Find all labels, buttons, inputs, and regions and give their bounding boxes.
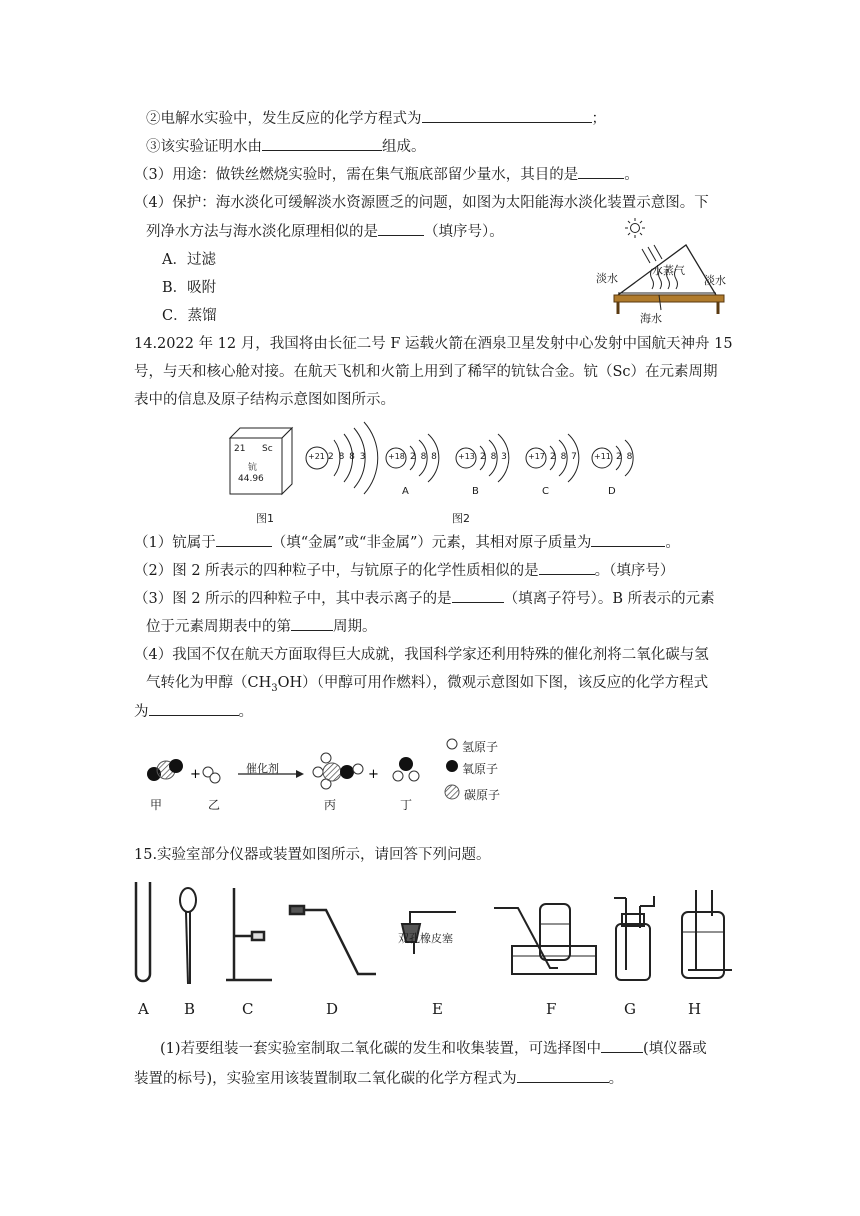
atom-legend-symbols xyxy=(444,736,464,806)
water-trough-icon xyxy=(494,904,596,974)
q14-part-4: （4）我国不仅在航天方面取得巨大成就，我国科学家还利用特殊的催化剂将二氧化碳与氢 xyxy=(134,647,709,663)
q15-part-1-line-2: 装置的标号)，实验室用该装置制取二氧化碳的化学方程式为 。 xyxy=(134,1068,623,1089)
seawater-label: 海水 xyxy=(640,312,662,325)
option-c: C．蒸馏 xyxy=(162,308,217,324)
q13-line-2: ②电解水实验中，发生反应的化学方程式为 ； xyxy=(146,108,606,129)
plus-sign: + xyxy=(190,767,201,782)
fresh-water-left-label: 淡水 xyxy=(596,272,618,285)
figure-1-caption: 图1 xyxy=(256,512,274,525)
q14-part-1: （1）钪属于 （填“金属”或“非金属”）元素，其相对原子质量为 。 xyxy=(134,532,680,553)
answer-blank[interactable] xyxy=(517,1068,609,1083)
apparatus-label-d: D xyxy=(326,1000,339,1018)
atomic-number: 21 xyxy=(234,444,246,454)
element-symbol: Sc xyxy=(262,444,273,454)
answer-blank[interactable] xyxy=(422,108,592,123)
answer-blank[interactable] xyxy=(601,1038,643,1053)
apparatus-label-h: H xyxy=(688,1000,702,1018)
fresh-water-right-label: 淡水 xyxy=(704,274,726,287)
particle-electrons: 2 8 7 xyxy=(550,452,578,462)
catalyst-label: 催化剂 xyxy=(246,762,279,775)
legend-carbon: 碳原子 xyxy=(464,788,501,802)
q13-part-3: （3）用途：做铁丝燃烧实验时，需在集气瓶底部留少量水，其目的是 。 xyxy=(134,164,639,185)
particle-label: D xyxy=(608,486,616,497)
apparatus-label-b: B xyxy=(184,1000,196,1018)
sunlight-arrows xyxy=(642,245,662,263)
particle-label: A xyxy=(402,486,409,497)
particle-nucleus: +11 xyxy=(594,452,611,461)
vapor-label: 水蒸气 xyxy=(652,264,685,277)
reactant-yi-label: 乙 xyxy=(208,798,221,812)
answer-blank[interactable] xyxy=(149,701,239,716)
stopper-label: 双孔橡皮塞 xyxy=(398,932,453,945)
answer-blank[interactable] xyxy=(452,588,504,603)
atomic-mass: 44.96 xyxy=(238,474,264,484)
answer-blank[interactable] xyxy=(378,221,424,236)
sc-electrons: 2 8 8 3 xyxy=(328,452,367,462)
q14-part-4-line-3: 为 。 xyxy=(134,701,253,722)
answer-blank[interactable] xyxy=(262,136,382,151)
gas-bottle-icon xyxy=(614,896,654,980)
apparatus-label-g: G xyxy=(624,1000,636,1018)
collection-bottle-icon xyxy=(682,890,732,978)
legend-oxygen: 氧原子 xyxy=(462,762,499,776)
answer-blank[interactable] xyxy=(578,164,624,179)
arrow-icon xyxy=(296,770,304,778)
sc-nucleus: +21 xyxy=(308,452,325,461)
plus-sign: + xyxy=(368,767,379,782)
q14-part-2: （2）图 2 所表示的四种粒子中，与钪原子的化学性质相似的是 。（填序号） xyxy=(134,560,674,581)
reactant-jia-label: 甲 xyxy=(150,798,163,812)
q14-intro-2: 号，与天和核心舱对接。在航天飞机和火箭上用到了稀罕的钪钛合金。钪（Sc）在元素周期 xyxy=(134,364,718,380)
q13-part-4: （4）保护：海水淡化可缓解淡水资源匮乏的问题，如图为太阳能海水淡化装置示意图。下 xyxy=(134,195,709,211)
product-bing-label: 丙 xyxy=(324,798,337,812)
q14-part-3: （3）图 2 所示的四种粒子中，其中表示离子的是 （填离子符号）。B 所表示的元素 xyxy=(134,588,715,609)
figure-2-caption: 图2 xyxy=(452,512,470,525)
option-b: B．吸附 xyxy=(162,280,217,296)
dropper-icon xyxy=(180,888,196,984)
q14-intro-1: 14.2022 年 12 月，我国将由长征二号 F 运载火箭在酒泉卫星发射中心发射中国航天神舟 15 xyxy=(134,336,733,352)
apparatus-label-f: F xyxy=(546,1000,557,1018)
apparatus-label-e: E xyxy=(432,1000,443,1018)
particle-electrons: 2 8 3 xyxy=(480,452,508,462)
test-tube-icon xyxy=(136,882,150,981)
answer-blank[interactable] xyxy=(539,560,595,575)
option-a: A．过滤 xyxy=(162,252,216,268)
bent-tube-icon xyxy=(290,906,376,974)
legend-hydrogen: 氢原子 xyxy=(462,740,499,754)
particle-nucleus: +17 xyxy=(528,452,545,461)
element-name: 钪 xyxy=(248,463,258,473)
q15-intro: 15.实验室部分仪器或装置如图所示，请回答下列问题。 xyxy=(134,847,491,863)
answer-blank[interactable] xyxy=(291,616,333,631)
q14-part-3-line-2: 位于元素周期表中的第 周期。 xyxy=(146,616,377,637)
sun-icon xyxy=(625,218,645,238)
particle-label: B xyxy=(472,486,479,497)
q14-part-4-line-2: 气转化为甲醇$(CH_3OH)$（甲醇可用作燃料），微观示意图如下图，该反应的化学方程式 xyxy=(146,675,709,694)
periodic-cell-cube xyxy=(226,424,296,496)
q13-line-3: ③该实验证明水由 组成。 xyxy=(146,136,426,157)
product-ding-label: 丁 xyxy=(400,798,413,812)
q14-intro-3: 表中的信息及原子结构示意图如图所示。 xyxy=(134,392,395,408)
q13-part-4-line-2: 列净水方法与海水淡化原理相似的是 （填序号）。 xyxy=(146,221,504,242)
particle-electrons: 2 8 8 xyxy=(410,452,438,462)
apparatus-label-a: A xyxy=(138,1000,149,1018)
particle-electrons: 2 8 xyxy=(616,452,634,462)
particle-nucleus: +18 xyxy=(388,452,405,461)
iron-stand-icon xyxy=(226,888,272,980)
answer-blank[interactable] xyxy=(591,532,665,547)
particle-label: C xyxy=(542,486,549,497)
apparatus-label-c: C xyxy=(242,1000,254,1018)
particle-nucleus: +13 xyxy=(458,452,475,461)
q15-part-1: (1)若要组装一套实验室制取二氧化碳的发生和收集装置，可选择图中 (填仪器或 xyxy=(160,1038,707,1059)
answer-blank[interactable] xyxy=(216,532,272,547)
